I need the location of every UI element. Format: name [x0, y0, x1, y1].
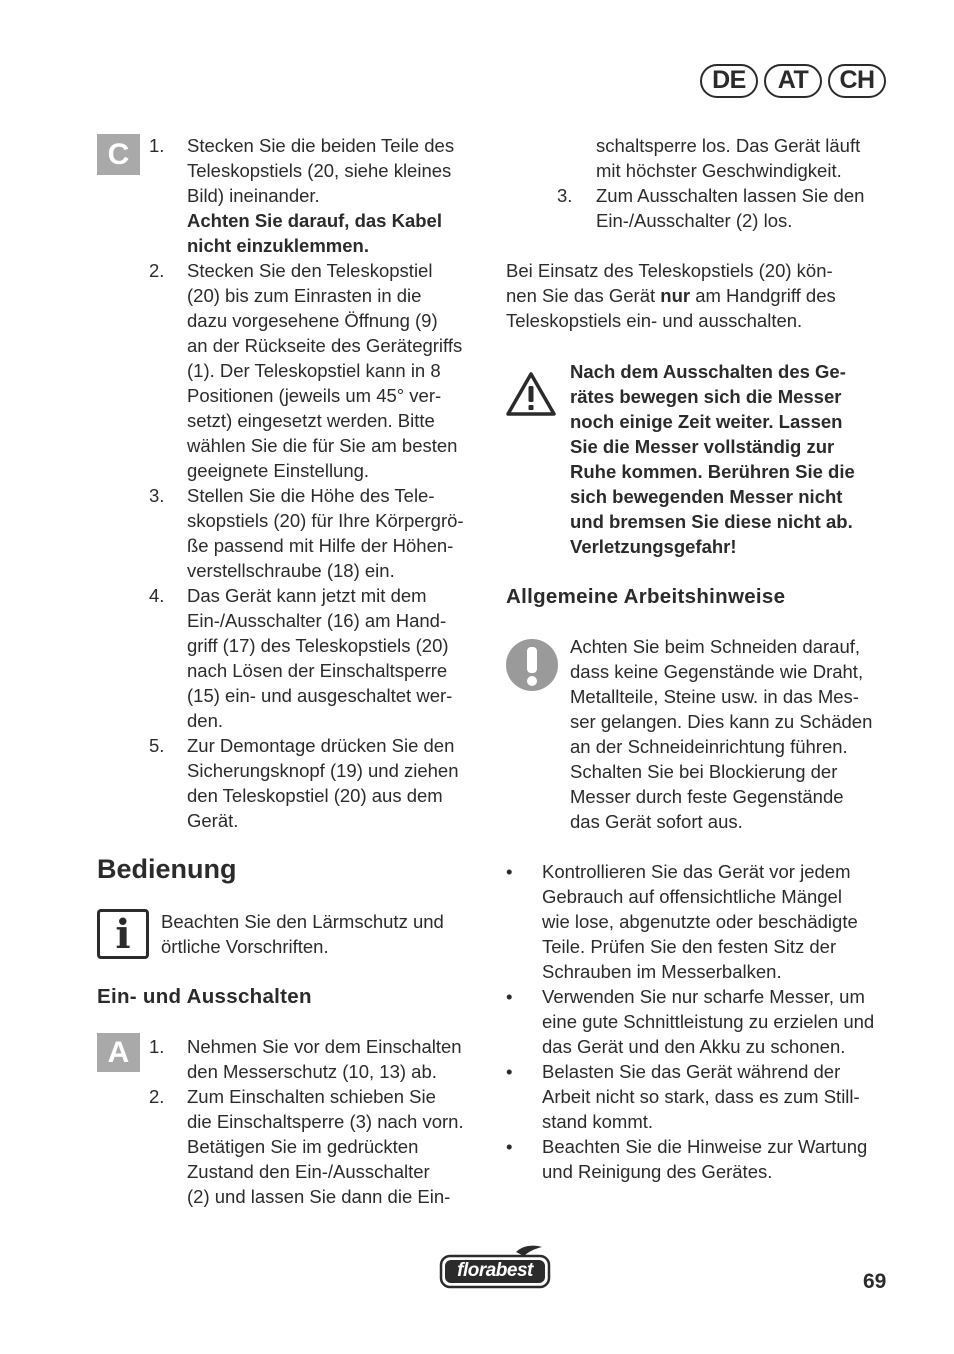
text-line: Metallteile, Steine usw. in das Mes- — [570, 686, 859, 707]
text-line: eine gute Schnittleistung zu erzielen und — [542, 1011, 875, 1032]
text-line: Stecken Sie die beiden Teile des — [187, 135, 455, 156]
text-line: Schrauben im Messerbalken. — [542, 961, 782, 982]
text-line: Ruhe kommen. Berühren Sie die — [570, 461, 855, 482]
warning-note — [570, 359, 890, 559]
telescope-paragraph — [506, 258, 896, 333]
step-c5 — [149, 733, 489, 833]
step-number: 3. — [557, 185, 573, 206]
text-line: die Einschaltsperre (3) nach vorn. — [187, 1111, 464, 1132]
text-line: Das Gerät kann jetzt mit dem — [187, 585, 427, 606]
figure-badge-a: A — [97, 1033, 140, 1072]
text-line: den Messerschutz (10, 13) ab. — [187, 1061, 437, 1082]
text-line: setzt) eingesetzt werden. Bitte — [187, 410, 435, 431]
text-line: an der Rückseite des Gerätegriffs — [187, 335, 463, 356]
text-line: Positionen (jeweils um 45° ver- — [187, 385, 442, 406]
step-a2-continued — [596, 133, 896, 183]
page-number: 69 — [863, 1270, 887, 1293]
step-number: 1. — [149, 135, 165, 156]
info-icon-box — [97, 909, 149, 959]
text-line: Stellen Sie die Höhe des Tele- — [187, 485, 435, 506]
text-line: Teile. Prüfen Sie den festen Sitz der — [542, 936, 837, 957]
list-item — [506, 1134, 898, 1184]
text-line: (15) ein- und ausgeschaltet wer- — [187, 685, 453, 706]
text-line: Teleskopstiels ein- und ausschalten. — [506, 310, 803, 331]
step-number: 4. — [149, 585, 165, 606]
step-number: 2. — [149, 260, 165, 281]
text-line: Verletzungsgefahr! — [570, 536, 737, 557]
text-line: sich bewegenden Messer nicht — [570, 486, 843, 507]
text-line: Stecken Sie den Teleskopstiel — [187, 260, 433, 281]
bullet-icon: • — [506, 1136, 513, 1157]
text-line: Ein-/Ausschalter (16) am Hand- — [187, 610, 447, 631]
text-line: an der Schneideinrichtung führen. — [570, 736, 848, 757]
text-line: stand kommt. — [542, 1111, 654, 1132]
text-line: Sie die Messer vollständig zur — [570, 436, 835, 457]
notice-note — [570, 634, 900, 834]
text-line: rätes bewegen sich die Messer — [570, 386, 842, 407]
text-line: und Reinigung des Gerätes. — [542, 1161, 773, 1182]
step-c2 — [149, 258, 489, 483]
text-line: ser gelangen. Dies kann zu Schäden — [570, 711, 873, 732]
text-line: Beachten Sie den Lärmschutz und — [161, 911, 444, 932]
list-item — [506, 859, 898, 984]
text-line: Achten Sie beim Schneiden darauf, — [570, 636, 861, 657]
warning-line: nicht einzuklemmen. — [187, 235, 369, 256]
text-line: das Gerät sofort aus. — [570, 811, 743, 832]
steps-a — [149, 1034, 489, 1209]
text-line: Ein-/Ausschalter (2) los. — [596, 210, 793, 231]
text-line: Verwenden Sie nur scharfe Messer, um — [542, 986, 865, 1007]
text-line: Bei Einsatz des Teleskopstiels (20) kön- — [506, 260, 833, 281]
step-c1 — [149, 133, 489, 258]
list-item — [506, 984, 898, 1059]
text-line: mit höchster Geschwindigkeit. — [596, 160, 842, 181]
info-note — [161, 909, 491, 959]
text-line: wählen Sie die für Sie am besten — [187, 435, 458, 456]
text-line: griff (17) des Teleskopstiels (20) — [187, 635, 449, 656]
step-number: 1. — [149, 1036, 165, 1057]
text-line: schaltsperre los. Das Gerät läuft — [596, 135, 861, 156]
figure-badge-c: C — [97, 134, 140, 175]
text-line: Nach dem Ausschalten des Ge- — [570, 361, 846, 382]
text-line: nach Lösen der Einschaltsperre — [187, 660, 448, 681]
text-line: wie lose, abgenutzte oder beschädigte — [542, 911, 858, 932]
lang-at: AT — [764, 64, 822, 98]
language-tabs — [700, 64, 886, 98]
step-a2 — [149, 1084, 489, 1209]
text-line: Zum Einschalten schieben Sie — [187, 1086, 436, 1107]
steps-c — [149, 133, 489, 833]
logo-text: florabest — [457, 1260, 533, 1281]
text-line: Sicherungsknopf (19) und ziehen — [187, 760, 459, 781]
step-number: 2. — [149, 1086, 165, 1107]
bullet-icon: • — [506, 1061, 513, 1082]
text-line: den. — [187, 710, 224, 731]
text-line: nen Sie das Gerät nur am Handgriff des — [506, 285, 836, 306]
text-line: (20) bis zum Einrasten in die — [187, 285, 422, 306]
text-line: Gebrauch auf offensichtliche Mängel — [542, 886, 842, 907]
text-line: dazu vorgesehene Öffnung (9) — [187, 310, 438, 331]
lang-de: DE — [700, 64, 758, 98]
step-a1 — [149, 1034, 489, 1084]
text-line: Arbeit nicht so stark, dass es zum Still- — [542, 1086, 860, 1107]
text-line: Zur Demontage drücken Sie den — [187, 735, 455, 756]
text-line: Kontrollieren Sie das Gerät vor jedem — [542, 861, 851, 882]
bullet-icon: • — [506, 861, 513, 882]
text-line: Nehmen Sie vor dem Einschalten — [187, 1036, 462, 1057]
step-number: 5. — [149, 735, 165, 756]
step-number: 3. — [149, 485, 165, 506]
text-line: (1). Der Teleskopstiel kann in 8 — [187, 360, 441, 381]
text-line: verstellschraube (18) ein. — [187, 560, 395, 581]
text-line: noch einige Zeit weiter. Lassen — [570, 411, 843, 432]
subsection-title-ein-aus: Ein- und Ausschalten — [97, 985, 312, 1008]
exclamation-icon — [505, 638, 559, 698]
step-a3 — [557, 183, 897, 233]
text-line: Betätigen Sie im gedrückten — [187, 1136, 419, 1157]
section-title-bedienung: Bedienung — [97, 854, 237, 884]
text-line: skopstiels (20) für Ihre Körpergrö- — [187, 510, 464, 531]
subsection-title-arbeitshinweise: Allgemeine Arbeitshinweise — [506, 585, 786, 608]
text-line: örtliche Vorschriften. — [161, 936, 329, 957]
text-line: Schalten Sie bei Blockierung der — [570, 761, 838, 782]
text-line: Teleskopstiels (20, siehe kleines — [187, 160, 452, 181]
text-line: Belasten Sie das Gerät während der — [542, 1061, 841, 1082]
text-line: Messer durch feste Gegenstände — [570, 786, 844, 807]
lang-ch: CH — [828, 64, 886, 98]
bullet-icon: • — [506, 986, 513, 1007]
florabest-logo — [438, 1244, 552, 1296]
text-line: und bremsen Sie diese nicht ab. — [570, 511, 853, 532]
text-line: geeignete Einstellung. — [187, 460, 370, 481]
text-line: ße passend mit Hilfe der Höhen- — [187, 535, 454, 556]
text-line: Zum Ausschalten lassen Sie den — [596, 185, 865, 206]
text-line: das Gerät und den Akku zu schonen. — [542, 1036, 846, 1057]
text-line: Beachten Sie die Hinweise zur Wartung — [542, 1136, 868, 1157]
text-line: (2) und lassen Sie dann die Ein- — [187, 1186, 451, 1207]
step-c3 — [149, 483, 489, 583]
text-line: Bild) ineinander. — [187, 185, 320, 206]
text-line: den Teleskopstiel (20) aus dem — [187, 785, 443, 806]
text-line: dass keine Gegenstände wie Draht, — [570, 661, 864, 682]
list-item — [506, 1059, 898, 1134]
text-line: Zustand den Ein-/Ausschalter — [187, 1161, 430, 1182]
info-icon: i — [97, 909, 149, 959]
warning-line: Achten Sie darauf, das Kabel — [187, 210, 442, 231]
step-c4 — [149, 583, 489, 733]
text-line: Gerät. — [187, 810, 239, 831]
bullet-list — [506, 859, 898, 1184]
warning-icon — [505, 370, 557, 424]
